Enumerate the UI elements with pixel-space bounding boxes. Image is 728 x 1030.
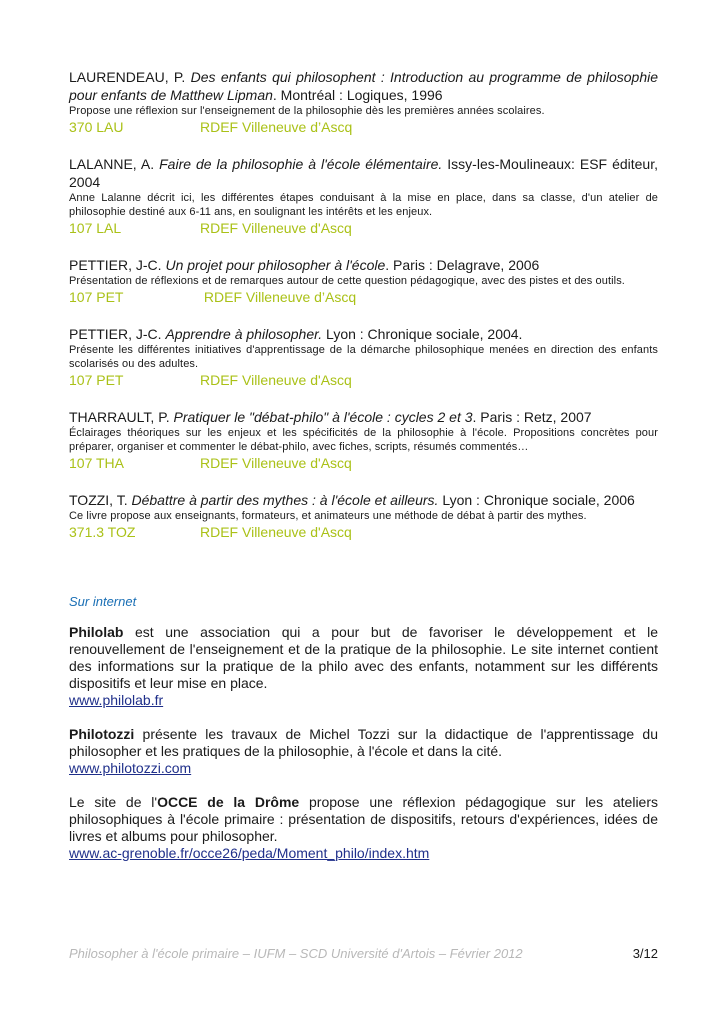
publication: . Montréal : Logiques, 1996 (272, 87, 443, 103)
bibliography-entry (69, 491, 658, 541)
publication: Issy-les-Moulineaux: ESF éditeur, 2004 (69, 156, 658, 190)
site-description: présente les travaux de Michel Tozzi sur la didactique de l'apprentissage du philosopher et les pratiques de la philosophie, à l'école et dans la cité. (69, 726, 658, 759)
description: Anne Lalanne décrit ici, les différentes étapes conduisant à la mise en place, dans sa classe, d'un atelier de philosophie destiné aux 6-11 ans, en soulignant les intérêts et les enjeux. (69, 192, 658, 218)
shelf-mark (69, 371, 658, 389)
bibliography-entry (69, 325, 658, 389)
shelf-mark (69, 454, 658, 472)
publication: . Paris : Delagrave, 2006 (385, 257, 540, 273)
library-location: RDEF Villeneuve d'Ascq (200, 372, 352, 388)
library-location: RDEF Villeneuve d’Ascq (200, 289, 357, 305)
site-description: est une association qui a pour but de favoriser le développement et le renouvellement de l'enseignement et de la pratique de la philosophie. Le site internet contient des informations sur la pratique de la philo avec des enfants, notamment sur les différents dispositifs et leur mise en place. (69, 624, 658, 691)
citation (69, 491, 658, 509)
author: PETTIER, J-C. (69, 326, 162, 342)
section-heading-internet: Sur internet (69, 594, 137, 609)
library-location: RDEF Villeneuve d'Ascq (200, 220, 352, 236)
shelf-mark (69, 288, 658, 306)
book-title: Des enfants qui philosophent : Introduction au programme de philosophie pour enfants de Matthew Lipman (69, 69, 659, 103)
citation (69, 325, 658, 343)
call-number: 107 LAL (69, 220, 122, 236)
website-link[interactable]: www.ac-grenoble.fr/occe26/peda/Moment_philo/index.htm (69, 845, 430, 861)
call-number: 371.3 TOZ (69, 524, 136, 540)
bibliography-entry (69, 408, 658, 472)
author: LAURENDEAU, P. (69, 69, 186, 85)
author: LALANNE, A. (69, 156, 155, 172)
description: Présente les différentes initiatives d'apprentissage de la démarche philosophique menées en direction des enfants scolarisés ou des adultes. (69, 344, 658, 370)
book-title: Apprendre à philosopher. (165, 326, 323, 342)
citation (69, 256, 658, 274)
shelf-mark (69, 118, 658, 136)
book-title: Pratiquer le "débat-philo" à l'école : cycles 2 et 3 (173, 409, 473, 425)
shelf-mark (69, 523, 658, 541)
library-location: RDEF Villeneuve d'Ascq (200, 455, 352, 471)
description: Ce livre propose aux enseignants, formateurs, et animateurs une méthode de débat à partir des mythes. (69, 510, 587, 522)
website-entry (69, 726, 658, 777)
call-number: 107 PET (69, 289, 124, 305)
website-entry (69, 794, 658, 862)
description: Propose une réflexion sur l'enseignement de la philosophie dès les premières années scolaires. (69, 105, 545, 117)
bibliography-entry (69, 155, 658, 237)
site-description: propose une réflexion pédagogique sur les ateliers philosophiques à l'école primaire : présentation de dispositifs, retours d'expériences, idées de livres et albums pour philosopher. (69, 794, 658, 844)
site-name: OCCE de la Drôme (157, 794, 300, 810)
description: Présentation de réflexions et de remarques autour de cette question pédagogique, avec des pistes et des outils. (69, 275, 625, 287)
website-link[interactable]: www.philolab.fr (69, 692, 164, 708)
book-title: Débattre à partir des mythes : à l'école et ailleurs. (131, 492, 439, 508)
site-name: Philotozzi (69, 726, 135, 742)
citation (69, 68, 658, 104)
site-prefix: Le site de l' (69, 794, 158, 810)
page-footer (69, 945, 658, 962)
bibliography-page (69, 68, 658, 879)
author: THARRAULT, P. (69, 409, 170, 425)
citation (69, 408, 658, 426)
page-number: 3/12 (632, 946, 658, 961)
author: PETTIER, J-C. (69, 257, 162, 273)
footer-text: Philosopher à l'école primaire – IUFM – SCD Université d'Artois – Février 2012 (69, 946, 523, 961)
website-link[interactable]: www.philotozzi.com (69, 760, 192, 776)
description: Éclairages théoriques sur les enjeux et les spécificités de la philosophie à l'école. Propositions concrètes pour préparer, organiser et commenter le débat-philo, avec fiches, scripts, résumés commentés… (69, 427, 658, 453)
publication: . Paris : Retz, 2007 (472, 409, 592, 425)
call-number: 107 PET (69, 372, 124, 388)
citation (69, 155, 658, 191)
shelf-mark (69, 219, 658, 237)
call-number: 107 THA (69, 455, 124, 471)
call-number: 370 LAU (69, 119, 124, 135)
book-title: Un projet pour philosopher à l'école (165, 257, 386, 273)
library-location: RDEF Villeneuve d’Ascq (200, 119, 353, 135)
bibliography-entry (69, 256, 658, 306)
library-location: RDEF Villeneuve d'Ascq (200, 524, 352, 540)
book-title: Faire de la philosophie à l'école élémentaire. (159, 156, 443, 172)
site-name: Philolab (69, 624, 124, 640)
publication: Lyon : Chronique sociale, 2004. (322, 326, 523, 342)
bibliography-entry (69, 68, 658, 136)
author: TOZZI, T. (69, 492, 128, 508)
website-entry (69, 624, 658, 709)
publication: Lyon : Chronique sociale, 2006 (438, 492, 635, 508)
